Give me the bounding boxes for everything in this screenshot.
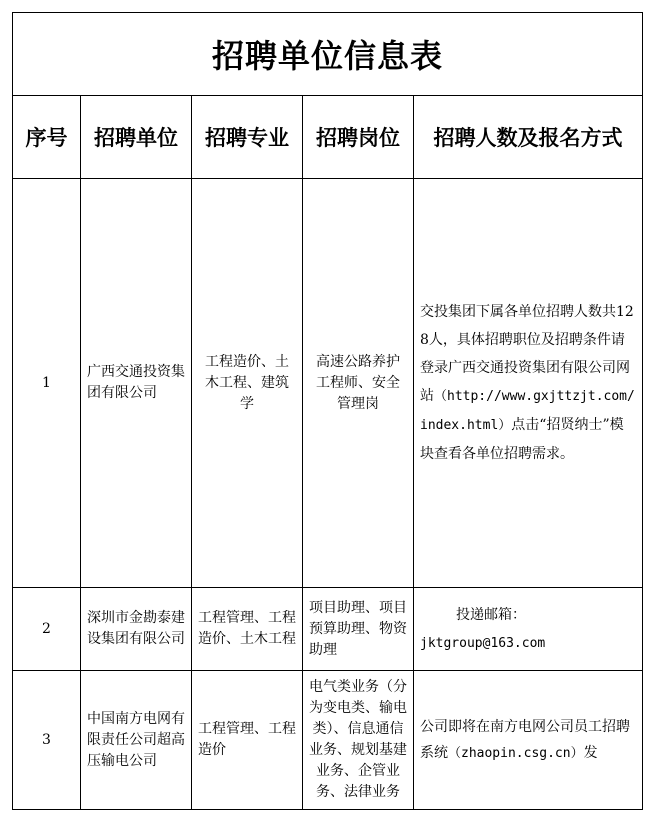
header-unit: 招聘单位 [81, 96, 192, 179]
row-no: 2 [13, 588, 81, 671]
row-major: 工程管理、工程造价 [192, 671, 303, 810]
header-contact: 招聘人数及报名方式 [414, 96, 643, 179]
row-no: 3 [13, 671, 81, 810]
row-major: 工程造价、土木工程、建筑学 [192, 179, 303, 588]
header-no: 序号 [13, 96, 81, 179]
table-row [13, 671, 643, 810]
row-position: 项目助理、项目预算助理、物资助理 [303, 588, 414, 671]
table-row [13, 588, 643, 671]
header-major: 招聘专业 [192, 96, 303, 179]
row-unit: 深圳市金勘泰建设集团有限公司 [81, 588, 192, 671]
row-position: 高速公路养护工程师、安全管理岗 [303, 179, 414, 588]
row-contact [414, 179, 643, 588]
row-unit: 中国南方电网有限责任公司超高压输电公司 [81, 671, 192, 810]
row-major: 工程管理、工程造价、土木工程 [192, 588, 303, 671]
row-position: 电气类业务（分为变电类、输电类）、信息通信业务、规划基建业务、企管业务、法律业务 [303, 671, 414, 810]
table-row [13, 179, 643, 588]
table-title: 招聘单位信息表 [13, 13, 643, 96]
contact-url: （zhaopin.csg.cn） [448, 745, 584, 761]
row-contact [414, 671, 643, 810]
header-row [13, 96, 643, 179]
recruitment-table [12, 12, 643, 810]
contact-url: （http://www.gxjttzjt.com/index.html） [420, 389, 635, 433]
contact-email: jktgroup@163.com [420, 635, 546, 651]
contact-text-tail: 点击“招贤纳士”模块查看各单位招聘需求。 [420, 417, 624, 462]
contact-text: 公司即将在南方电网公司员工招聘系统 [420, 718, 630, 761]
contact-label: 投递邮箱： [456, 606, 526, 623]
row-contact [414, 588, 643, 671]
contact-text: 交投集团下属各单位招聘人数共128人，具体招聘职位及招聘条件请登录广西交通投资集团有限公司网站 [420, 304, 634, 404]
row-unit: 广西交通投资集团有限公司 [81, 179, 192, 588]
row-no: 1 [13, 179, 81, 588]
header-position: 招聘岗位 [303, 96, 414, 179]
contact-text-tail: 发 [583, 744, 598, 761]
